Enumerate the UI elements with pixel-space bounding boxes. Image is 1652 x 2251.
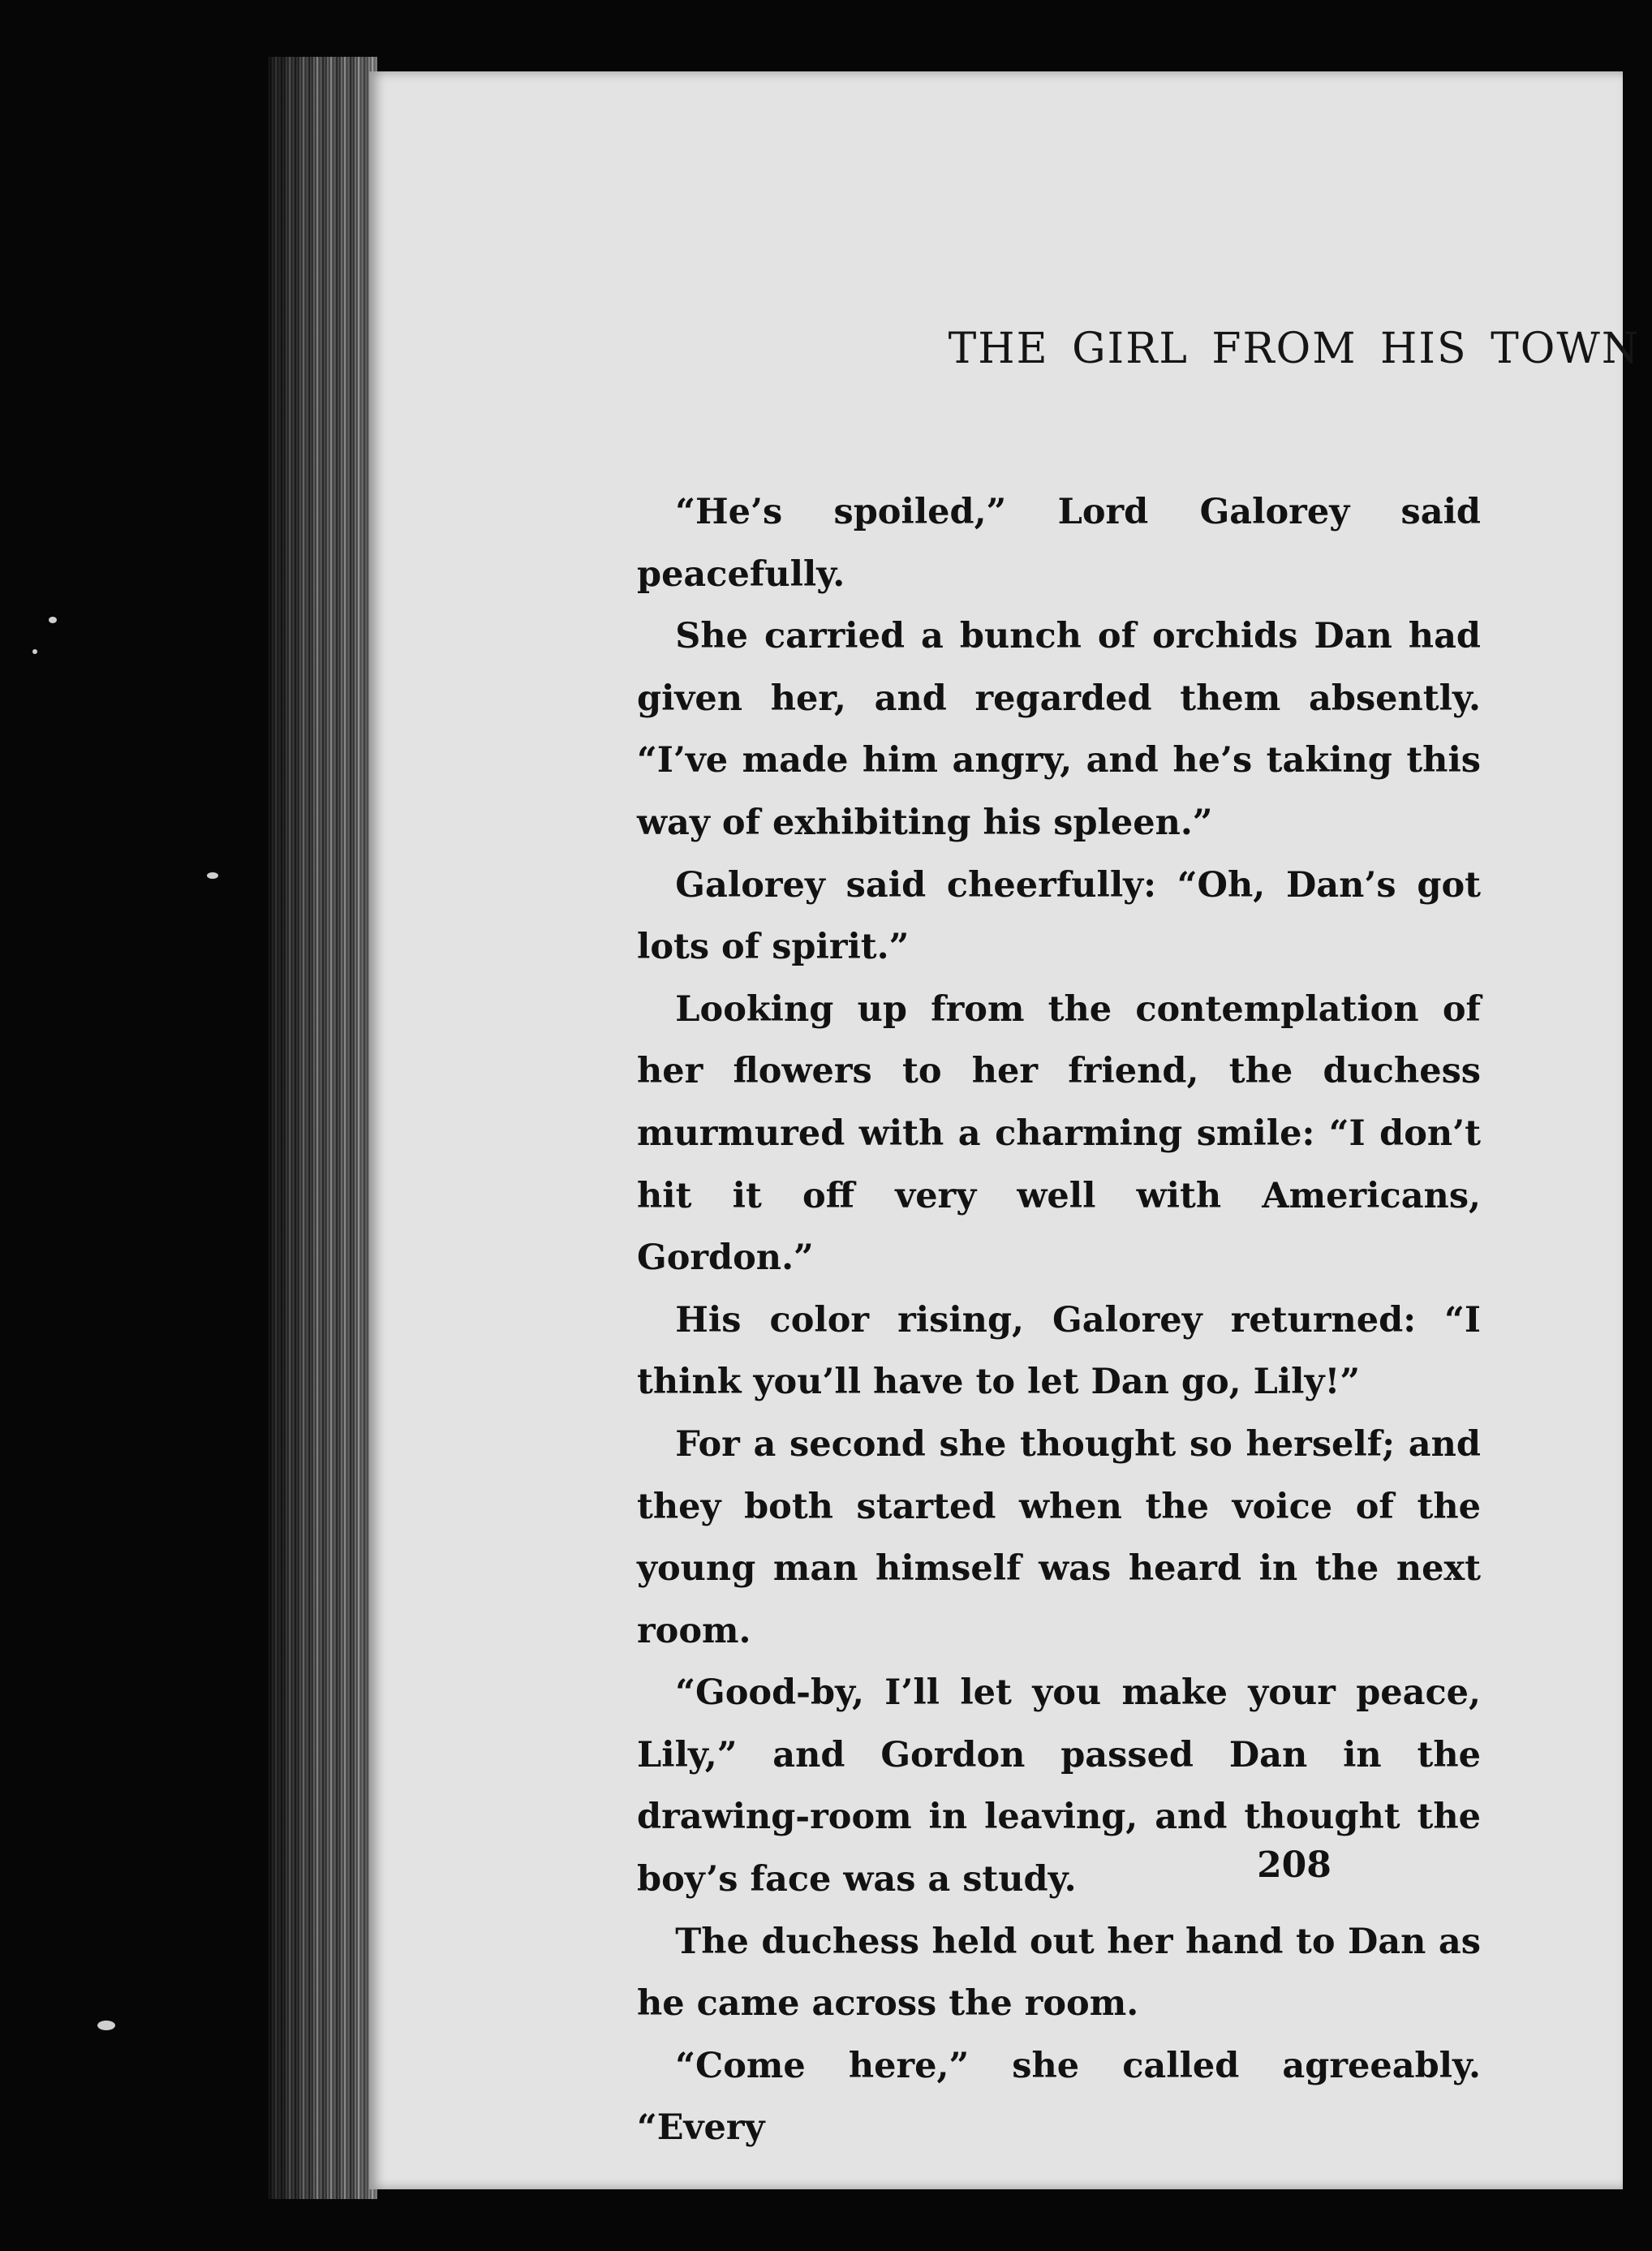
- book-page: [369, 71, 1641, 2189]
- paragraph: Galorey said cheerfully: “Oh, Dan’s got lots of spirit.”: [637, 864, 1481, 968]
- paragraph: For a second she thought so herself; and they both started when the voice of the young man himself was heard in the next room.: [637, 1423, 1481, 1651]
- paragraph: His color rising, Galorey returned: “I think you’ll have to let Dan go, Lily!”: [637, 1299, 1481, 1403]
- scan-speck: [32, 649, 37, 654]
- scan-speck: [97, 2021, 115, 2030]
- paragraph: “Come here,” she called agreeably. “Every: [637, 2045, 1481, 2149]
- paragraph: She carried a bunch of orchids Dan had given her, and regarded them absently. “I’ve made him angry, and he’s taking this way of exhibiting his spleen.”: [637, 616, 1481, 843]
- paragraph: “Good-by, I’ll let you make your peace, Lily,” and Gordon passed Dan in the drawing-room in leaving, and thought the boy’s face was a study.: [637, 1672, 1481, 1900]
- page-number: 208: [1257, 1844, 1331, 1886]
- running-header: THE GIRL FROM HIS TOWN: [948, 325, 1641, 373]
- scan-speck: [49, 617, 57, 623]
- paragraph: “He’s spoiled,” Lord Galorey said peacefully.: [637, 492, 1481, 595]
- paragraph: The duchess held out her hand to Dan as he came across the room.: [637, 1921, 1481, 2025]
- page-body: [637, 481, 1481, 2159]
- page-edges: [268, 57, 377, 2199]
- scan-speck: [207, 872, 218, 879]
- paragraph: Looking up from the contemplation of her flowers to her friend, the duchess murmured with a charming smile: “I don’t hit it off very well with Americans, Gordon.”: [637, 988, 1481, 1279]
